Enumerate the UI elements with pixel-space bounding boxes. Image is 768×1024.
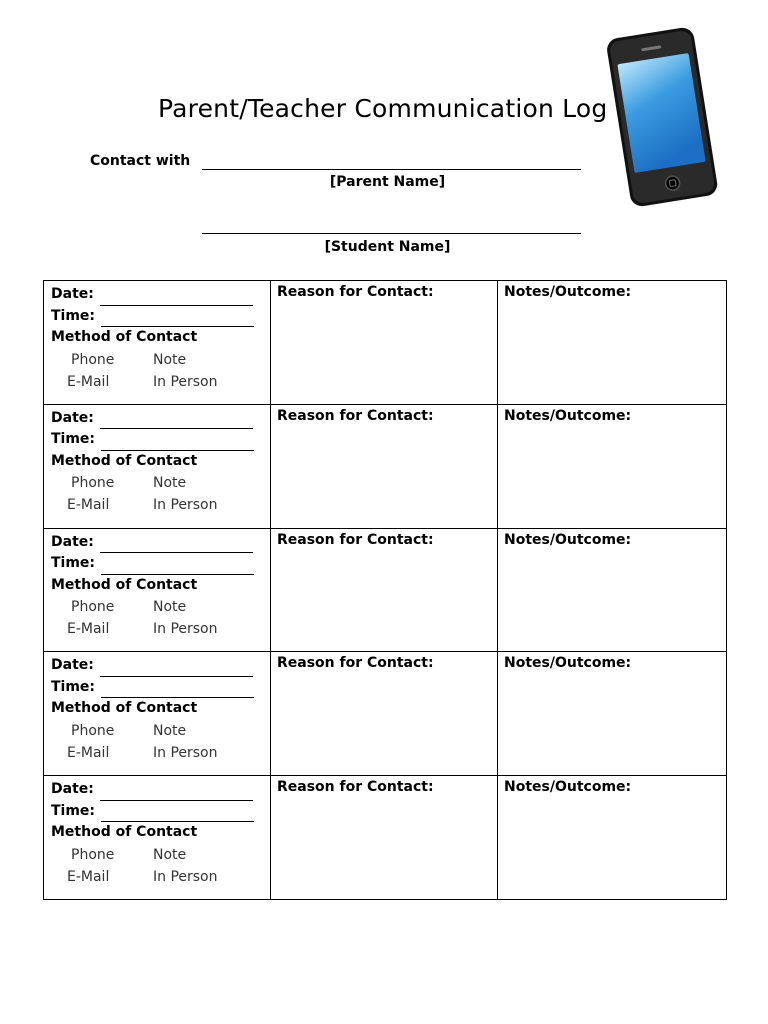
date-blank[interactable] — [100, 414, 253, 429]
reason-for-contact-label: Reason for Contact: — [277, 779, 434, 796]
reason-cell[interactable] — [271, 776, 498, 900]
reason-for-contact-label: Reason for Contact: — [277, 531, 434, 548]
communication-log-table — [43, 280, 727, 900]
log-entry-row — [44, 281, 727, 405]
option-note[interactable]: Note — [153, 351, 187, 368]
time-label: Time: — [51, 431, 96, 448]
method-of-contact-label: Method of Contact — [51, 452, 198, 469]
log-entry-row — [44, 652, 727, 776]
option-note[interactable]: Note — [153, 475, 187, 492]
date-label: Date: — [51, 657, 94, 674]
parent-name-caption: [Parent Name] — [329, 174, 446, 190]
method-of-contact-label: Method of Contact — [51, 329, 198, 345]
entry-details-cell — [44, 528, 271, 652]
log-entry-row — [44, 776, 727, 900]
option-email[interactable]: E-Mail — [67, 868, 110, 885]
reason-cell[interactable] — [271, 404, 498, 528]
option-in-person[interactable]: In Person — [153, 373, 218, 390]
method-of-contact-label: Method of Contact — [51, 824, 198, 841]
time-blank[interactable] — [101, 312, 254, 327]
notes-cell[interactable] — [498, 281, 727, 405]
option-note[interactable]: Note — [153, 846, 187, 863]
option-note[interactable]: Note — [153, 722, 187, 739]
entry-details-cell — [44, 404, 271, 528]
page-title: Parent/Teacher Communication Log — [158, 94, 608, 123]
option-email[interactable]: E-Mail — [67, 744, 110, 761]
date-label: Date: — [51, 533, 94, 550]
reason-cell[interactable] — [271, 528, 498, 652]
time-blank[interactable] — [101, 807, 254, 822]
option-phone[interactable]: Phone — [71, 846, 115, 863]
notes-cell[interactable] — [498, 652, 727, 776]
time-label: Time: — [51, 802, 96, 819]
time-label: Time: — [51, 678, 96, 695]
log-entry-row — [44, 528, 727, 652]
method-of-contact-label: Method of Contact — [51, 700, 198, 717]
reason-for-contact-label: Reason for Contact: — [277, 407, 434, 424]
reason-for-contact-label: Reason for Contact: — [277, 655, 434, 672]
date-blank[interactable] — [100, 662, 253, 677]
notes-cell[interactable] — [498, 404, 727, 528]
notes-outcome-label: Notes/Outcome: — [504, 655, 632, 672]
date-label: Date: — [51, 781, 94, 798]
date-blank[interactable] — [100, 538, 253, 553]
date-blank[interactable] — [100, 291, 253, 306]
option-phone[interactable]: Phone — [71, 722, 115, 739]
reason-for-contact-label: Reason for Contact: — [277, 284, 434, 300]
time-label: Time: — [51, 307, 96, 324]
option-email[interactable]: E-Mail — [67, 621, 110, 638]
parent-name-line[interactable] — [202, 169, 581, 170]
entry-details-cell — [44, 281, 271, 405]
option-in-person[interactable]: In Person — [153, 744, 218, 761]
entry-details-cell — [44, 652, 271, 776]
date-label: Date: — [51, 409, 94, 426]
reason-cell[interactable] — [271, 281, 498, 405]
notes-outcome-label: Notes/Outcome: — [504, 284, 632, 300]
contact-with-label: Contact with — [90, 153, 191, 169]
time-blank[interactable] — [101, 436, 254, 451]
option-in-person[interactable]: In Person — [153, 621, 218, 638]
option-note[interactable]: Note — [153, 599, 187, 616]
log-entry-row — [44, 404, 727, 528]
option-phone[interactable]: Phone — [71, 599, 115, 616]
smartphone-icon — [604, 24, 720, 208]
date-blank[interactable] — [100, 786, 253, 801]
date-label: Date: — [51, 286, 94, 302]
student-name-caption: [Student Name] — [324, 239, 451, 255]
time-blank[interactable] — [101, 560, 254, 575]
option-in-person[interactable]: In Person — [153, 868, 218, 885]
student-name-line[interactable] — [202, 233, 581, 234]
option-email[interactable]: E-Mail — [67, 373, 110, 390]
method-of-contact-label: Method of Contact — [51, 576, 198, 593]
time-label: Time: — [51, 555, 96, 572]
option-in-person[interactable]: In Person — [153, 497, 218, 514]
notes-outcome-label: Notes/Outcome: — [504, 531, 632, 548]
notes-outcome-label: Notes/Outcome: — [504, 779, 632, 796]
option-phone[interactable]: Phone — [71, 475, 115, 492]
option-email[interactable]: E-Mail — [67, 497, 110, 514]
notes-outcome-label: Notes/Outcome: — [504, 407, 632, 424]
reason-cell[interactable] — [271, 652, 498, 776]
notes-cell[interactable] — [498, 528, 727, 652]
time-blank[interactable] — [101, 683, 254, 698]
option-phone[interactable]: Phone — [71, 351, 115, 368]
notes-cell[interactable] — [498, 776, 727, 900]
entry-details-cell — [44, 776, 271, 900]
